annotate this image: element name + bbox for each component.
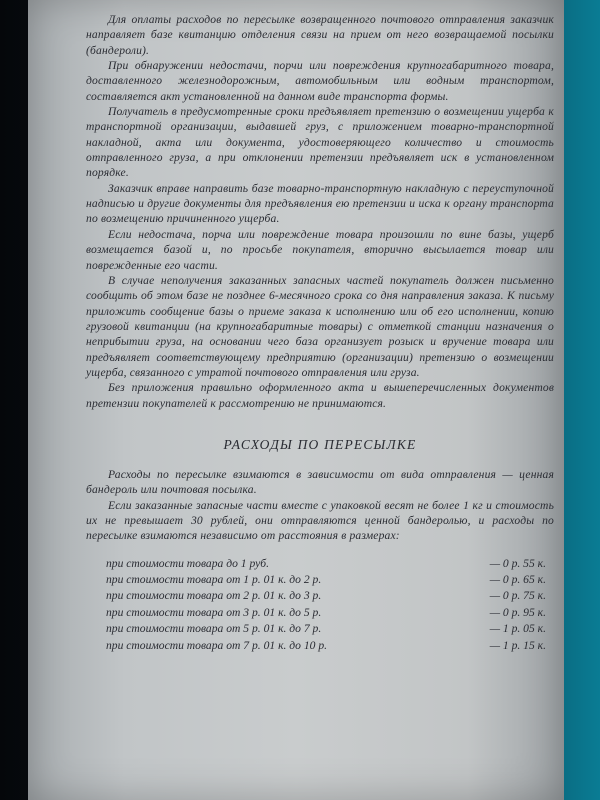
paragraph: Если заказанные запасные части вместе с упаковкой весят не более 1 кг и стоимость их не превышает 30 рублей, они отправляются ценной бандеролью, и расходы по пересылке взимаются независимо от расстояния в размерах: (86, 498, 554, 543)
paragraph: В случае неполучения заказанных запасных частей покупатель должен письменно сообщить об этом базе не позднее 6-месячного срока со дня направления заказа. К письму приложить сообщение базы о приеме заказа к исполнению или об его исполнении, копию грузовой квитанции (на крупногабаритные товары) с отметкой станции назначения о неприбытии груза, на основании чего база организует розыск и вручение товара или предъявляет соответствующему предприятию (организации) претензию о возмещении ущерба, связанного с утратой почтового отправления или груза. (86, 273, 554, 379)
price-value: — 0 р. 65 к. (489, 573, 546, 587)
price-label: при стоимости товара от 2 р. 01 к. до 3 р. (106, 589, 322, 603)
price-row (86, 588, 554, 604)
price-label: при стоимости товара от 3 р. 01 к. до 5 р. (106, 605, 322, 619)
spacer (86, 544, 554, 552)
price-row (86, 605, 554, 621)
book-page (28, 0, 564, 800)
price-value: — 0 р. 55 к. (489, 556, 546, 570)
paragraph: Для оплаты расходов по пересылке возвращенного почтового отправления заказчик направляет базе квитанцию отделения связи на прием от него возвращаемой посылки (бандероли). (86, 13, 554, 57)
section-title: РАСХОДЫ ПО ПЕРЕСЫЛКЕ (223, 436, 417, 452)
price-label: при стоимости товара до 1 руб. (106, 556, 269, 570)
price-value: — 0 р. 95 к. (489, 605, 546, 619)
price-value: — 0 р. 75 к. (489, 589, 546, 603)
paragraph: При обнаружении недостачи, порчи или повреждения крупногабаритного товара, доставленного железнодорожным, автомобильным или водным транспортом, составляется акт установленной на данном виде транспорта формы. (86, 59, 554, 103)
price-list (86, 556, 554, 654)
price-value: — 1 р. 15 к. (489, 638, 546, 652)
paragraph: Получатель в предусмотренные сроки предъявляет претензию о возмещении ущерба к транспортной организации, выдавшей груз, с приложением товарно-транспортной накладной, акта или документа, удостоверяющего количество и стоимость отправленного груза, а при отклонении претензии предъявляет иск в установленном порядке. (86, 105, 554, 180)
price-label: при стоимости товара от 7 р. 01 к. до 10 р. (106, 638, 328, 652)
paragraph: Расходы по пересылке взимаются в зависимости от вида отправления — ценная бандероль или почтовая посылка. (86, 467, 554, 497)
paragraph: Заказчик вправе направить базе товарно-транспортную накладную с переуступочной надписью и другие документы для предъявления ею претензии и иска к органу транспорта по возмещению причиненного ущерба. (86, 181, 554, 226)
paragraph: Без приложения правильно оформленного акта и вышеперечисленных документов претензии покупателей к рассмотрению не принимаются. (86, 381, 554, 410)
price-label: при стоимости товара от 1 р. 01 к. до 2 р. (106, 573, 322, 587)
price-row (86, 638, 554, 654)
page-text (86, 12, 554, 654)
price-label: при стоимости товара от 5 р. 01 к. до 7 р. (106, 622, 322, 636)
paragraph: Если недостача, порча или повреждение товара произошли по вине базы, ущерб возмещается базой и, по просьбе покупателя, вторично высылается товар или поврежденные его части. (86, 227, 554, 272)
price-row (86, 556, 554, 572)
price-row (86, 572, 554, 588)
price-row (86, 621, 554, 637)
price-value: — 1 р. 05 к. (489, 622, 546, 636)
